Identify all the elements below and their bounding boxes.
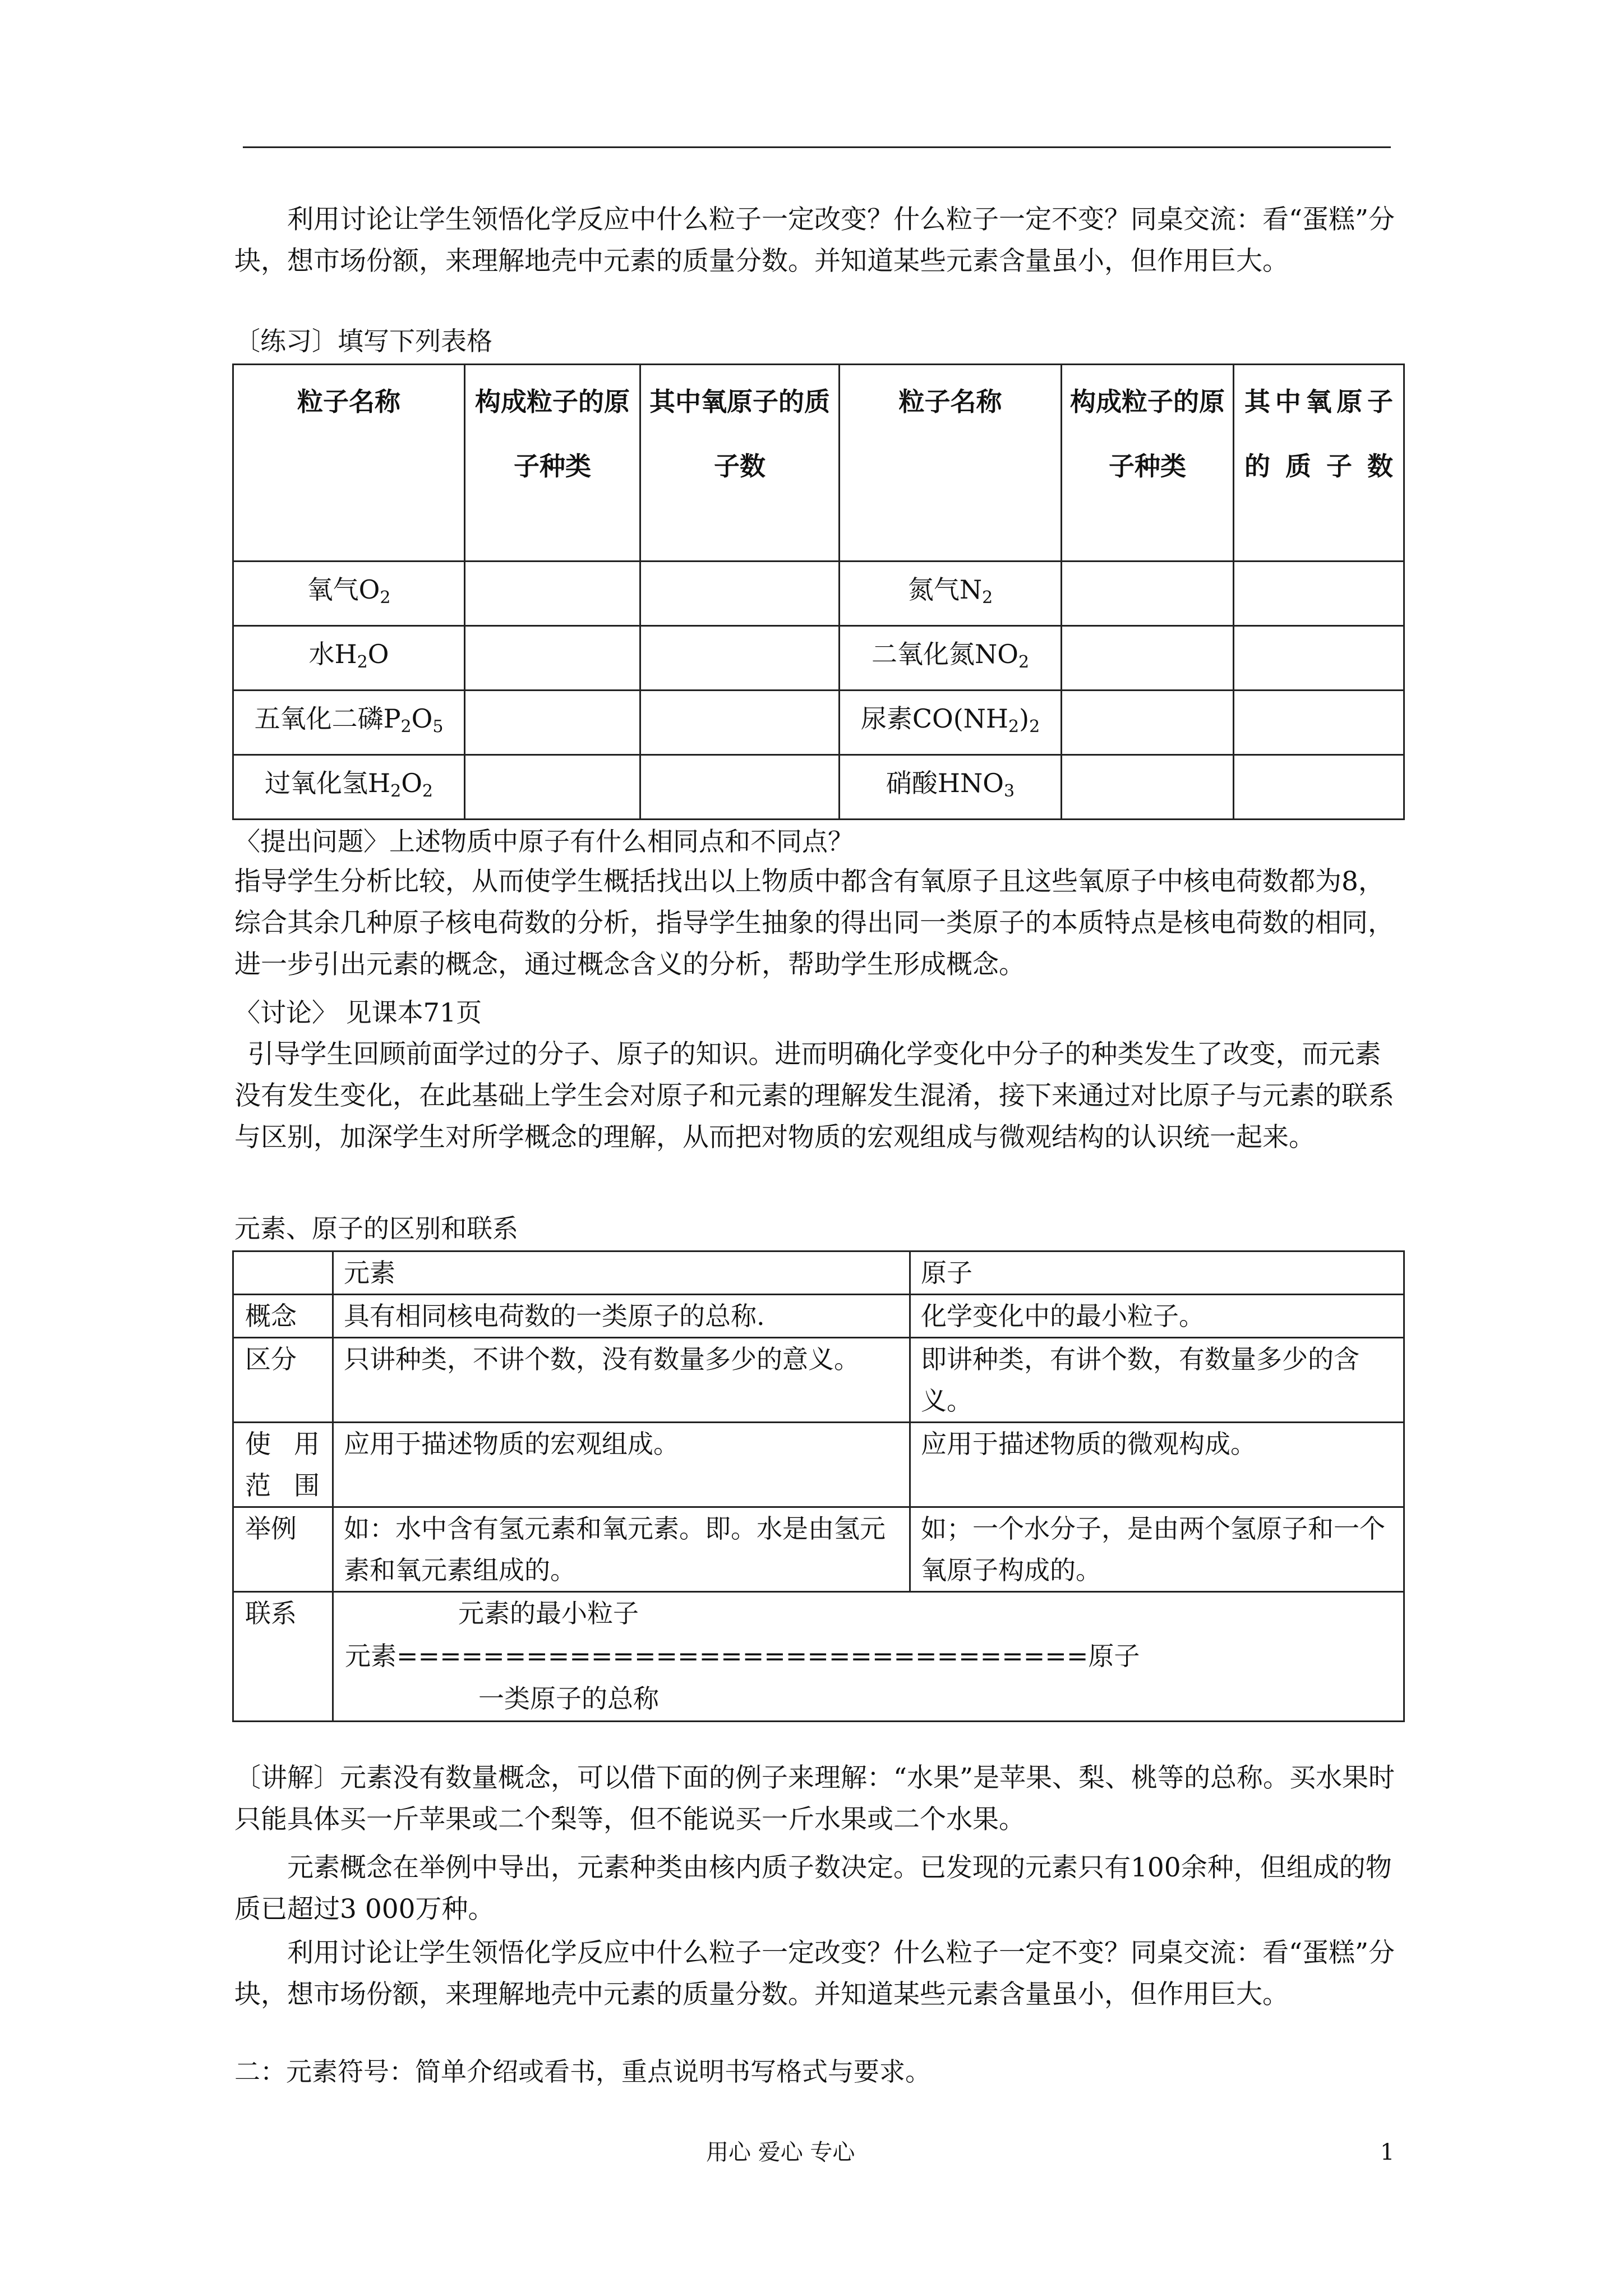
particle-cell: 氮气$N_2$ — [840, 562, 1062, 626]
answer-cell[interactable] — [1234, 562, 1404, 626]
table-row — [233, 562, 1404, 626]
answer-cell[interactable] — [640, 562, 840, 626]
answer-cell[interactable] — [640, 755, 840, 820]
relation-mid-line: 元素================================原子 — [345, 1641, 1140, 1671]
table-row — [233, 1507, 1404, 1592]
atom-cell: 即讲种类，有讲个数，有数量多少的含义。 — [910, 1338, 1404, 1423]
intro-repeat-paragraph: 利用讨论让学生领悟化学反应中什么粒子一定改变？什么粒子一定不变？同桌交流：看“蛋糕”分块，想市场份额，来理解地壳中元素的质量分数。并知道某些元素含量虽小，但作用巨大。 — [234, 1938, 1395, 2010]
answer-cell[interactable] — [640, 626, 840, 691]
relation-top-label: 元素的最小粒子 — [458, 1598, 639, 1628]
answer-cell[interactable] — [1062, 562, 1234, 626]
explain-paragraph: 〔讲解〕元素没有数量概念，可以借下面的例子来理解：“水果”是苹果、梨、桃等的总称。买水果时只能具体买一斤苹果或二个梨等，但不能说买一斤水果或二个水果。 — [234, 1763, 1395, 1835]
table-row — [233, 1423, 1404, 1507]
table2-title: 元素、原子的区别和联系 — [234, 1213, 518, 1244]
element-cell: 只讲种类，不讲个数，没有数量多少的意义。 — [333, 1338, 910, 1423]
particle-cell: 硝酸$HNO_3$ — [840, 755, 1062, 820]
header-atom: 原子 — [910, 1251, 1404, 1295]
header-atom-kinds-2: 构成粒子的原子种类 — [1062, 365, 1234, 562]
intro-paragraph: 利用讨论让学生领悟化学反应中什么粒子一定改变？什么粒子一定不变？同桌交流：看“蛋糕”分块，想市场份额，来理解地壳中元素的质量分数。并知道某些元素含量虽小，但作用巨大。 — [234, 204, 1395, 277]
table-row — [233, 1295, 1404, 1338]
answer-cell[interactable] — [465, 626, 640, 691]
particle-cell: 氧气$O_2$ — [233, 562, 465, 626]
table-row — [233, 1592, 1404, 1722]
relation-cell — [333, 1592, 1404, 1722]
exercise-label: 〔练习〕填写下列表格 — [234, 326, 492, 356]
row-key: 使用范围 — [233, 1423, 333, 1507]
guide-paragraph-1: 指导学生分析比较，从而使学生概括找出以上物质中都含有氧原子且这些氧原子中核电荷数都为8，综合其余几种原子核电荷数的分析，指导学生抽象的得出同一类原子的本质特点是核电荷数的相同，进一步引出元素的概念，通过概念含义的分析，帮助学生形成概念。 — [234, 866, 1394, 980]
particle-table — [232, 364, 1405, 820]
answer-cell[interactable] — [1234, 755, 1404, 820]
particle-cell: 五氧化二磷$P_2O_5$ — [233, 691, 465, 755]
table-header-row — [233, 1251, 1404, 1295]
answer-cell[interactable] — [465, 755, 640, 820]
header-oxygen-protons-2: 其中氧原子的质子数 — [1234, 365, 1404, 562]
table-row — [233, 1338, 1404, 1423]
particle-cell: 二氧化氮$NO_2$ — [840, 626, 1062, 691]
particle-cell: 尿素$CO(NH_2)_2$ — [840, 691, 1062, 755]
particle-cell: 过氧化氢$H_2O_2$ — [233, 755, 465, 820]
answer-cell[interactable] — [1062, 626, 1234, 691]
answer-cell[interactable] — [1062, 691, 1234, 755]
atom-cell: 化学变化中的最小粒子。 — [910, 1295, 1404, 1338]
answer-cell[interactable] — [1062, 755, 1234, 820]
element-cell: 具有相同核电荷数的一类原子的总称. — [333, 1295, 910, 1338]
header-oxygen-protons: 其中氧原子的质子数 — [640, 365, 840, 562]
answer-cell[interactable] — [1234, 626, 1404, 691]
header-rule — [243, 146, 1391, 148]
header-particle-name-2: 粒子名称 — [840, 365, 1062, 562]
discussion-line: 〈讨论〉 见课本71页 — [234, 997, 482, 1028]
element-cell: 如：水中含有氢元素和氧元素。即。水是由氢元素和氧元素组成的。 — [333, 1507, 910, 1592]
table-row — [233, 755, 1404, 820]
header-particle-name: 粒子名称 — [233, 365, 465, 562]
row-key: 概念 — [233, 1295, 333, 1338]
answer-cell[interactable] — [465, 562, 640, 626]
table-row — [233, 691, 1404, 755]
concept-paragraph: 元素概念在举例中导出，元素种类由核内质子数决定。已发现的元素只有100余种，但组成的物质已超过3 000万种。 — [234, 1852, 1392, 1925]
page-number: 1 — [1380, 2139, 1395, 2165]
answer-cell[interactable] — [465, 691, 640, 755]
footer-motto: 用心 爱心 专心 — [706, 2139, 855, 2165]
header-atom-kinds: 构成粒子的原子种类 — [465, 365, 640, 562]
corner-cell — [233, 1251, 333, 1295]
row-key: 联系 — [233, 1592, 333, 1722]
symbol-note: 二：元素符号：简单介绍或看书，重点说明书写格式与要求。 — [234, 2056, 931, 2087]
element-cell: 应用于描述物质的宏观组成。 — [333, 1423, 910, 1507]
table-header-row — [233, 365, 1404, 562]
row-key: 举例 — [233, 1507, 333, 1592]
element-atom-table — [232, 1250, 1405, 1722]
guide-paragraph-2: 引导学生回顾前面学过的分子、原子的知识。进而明确化学变化中分子的种类发生了改变，而元素没有发生变化，在此基础上学生会对原子和元素的理解发生混淆，接下来通过对比原子与元素的联系与区别，加深学生对所学概念的理解，从而把对物质的宏观组成与微观结构的认识统一起来。 — [234, 1039, 1394, 1153]
particle-cell: 水$H_2O$ — [233, 626, 465, 691]
table-row — [233, 626, 1404, 691]
atom-cell: 应用于描述物质的微观构成。 — [910, 1423, 1404, 1507]
row-key: 区分 — [233, 1338, 333, 1423]
atom-cell: 如；一个水分子，是由两个氢原子和一个氧原子构成的。 — [910, 1507, 1404, 1592]
relation-diagram — [334, 1593, 1403, 1720]
question-line: 〈提出问题〉上述物质中原子有什么相同点和不同点？ — [234, 826, 854, 857]
answer-cell[interactable] — [640, 691, 840, 755]
answer-cell[interactable] — [1234, 691, 1404, 755]
header-element: 元素 — [333, 1251, 910, 1295]
relation-bottom-label: 一类原子的总称 — [478, 1683, 659, 1714]
